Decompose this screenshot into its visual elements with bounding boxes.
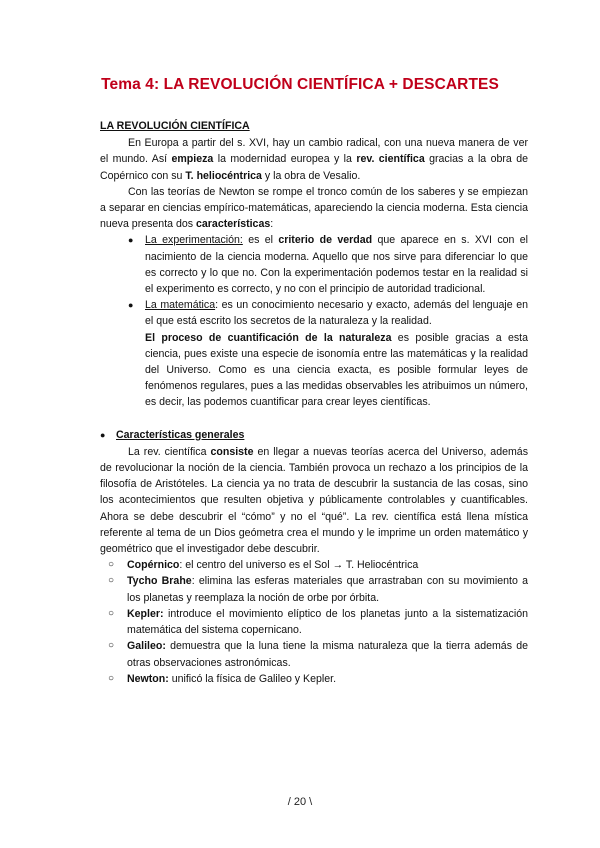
list-item-scientist <box>100 638 528 670</box>
list-item-scientist <box>100 573 528 605</box>
list-item-experimentacion <box>100 232 528 297</box>
text-run: introduce el movimiento elíptico de los planetas junto a la sistematización matemática del sistema copernicano. <box>127 607 528 637</box>
text-run: en llegar a nuevas teorías acerca del Universo, además de revolucionar la noción de la ciencia. También provoca un rechazo a los principios de la filosofía de Aristóteles. La ciencia ya no trata de descubrir la sustancia de las cosas, sino los acontecimientos que resulten objetiva y públicamente controlables y cuantificables. Ahora se debe descubrir el “cómo” y no el “qué”. La rev. científica está llena mística referente al tema de un Dios geómetra crea el mundo y le imprime un orden matemático y geométrico que el investigador debe descubrir. <box>100 445 528 556</box>
text-run: y la obra de Vesalio. <box>261 169 361 182</box>
page-title: Tema 4: LA REVOLUCIÓN CIENTÍFICA + DESCARTES <box>101 76 499 93</box>
bold-run: empieza <box>171 153 214 166</box>
text-run: unificó la física de Galileo y Kepler. <box>168 672 337 685</box>
text-run: La rev. científica <box>128 445 211 458</box>
page-number: / 20 \ <box>287 796 313 808</box>
scientist-name: Kepler: <box>127 607 164 620</box>
text-run: En Europa a partir del s. XVI, hay un cambio radical, con una nueva manera de ver el mundo. Así <box>100 137 528 166</box>
text-run: gracias a la obra de Copérnico con su <box>100 153 528 182</box>
bold-run: El proceso de cuantificación de la naturaleza <box>145 331 392 344</box>
text-run: : <box>270 218 274 231</box>
document-body <box>100 118 528 687</box>
bold-run: consiste <box>210 445 254 458</box>
paragraph-general <box>100 444 528 557</box>
text-run: es el <box>242 234 279 247</box>
list-item-scientist <box>100 671 528 687</box>
text-run: : el centro del universo es el Sol → T. Heliocéntrica <box>179 559 419 572</box>
scientist-name: Newton: <box>127 672 169 685</box>
section-heading-revolucion: LA REVOLUCIÓN CIENTÍFICA <box>100 120 250 132</box>
item-label: La matemática <box>145 299 216 312</box>
paragraph-intro <box>100 135 528 184</box>
text-run: es posible gracias a esta ciencia, pues existe una especie de isonomía entre las matemáticas y la realidad del Universo. Como es una ciencia exacta, es posible formular leyes de fenómenos regulares, pues a las medidas observables les atribuimos un número, es decir, las podemos cuantificar para crear leyes científicas. <box>145 331 528 409</box>
text-run: que aparece en s. XVI con el nacimiento de la ciencia moderna. Aquello que nos sirve para diferenciar lo que es correcto y lo que no. Con la experimentación podemos testar en la realidad si el experimento es correcto, y no con el principio de autoridad tradicional. <box>145 234 528 296</box>
list-item-matematica <box>100 297 528 410</box>
characteristics-list <box>100 232 528 410</box>
list-item-scientist <box>100 557 528 573</box>
text-run: la modernidad europea y la <box>213 153 357 166</box>
section-heading-caracteristicas: ● Características generales <box>100 427 528 443</box>
list-item-scientist <box>100 606 528 638</box>
bold-run: criterio de verdad <box>278 234 373 247</box>
text-run: Con las teorías de Newton se rompe el tronco común de los saberes y se empiezan a separar en ciencias empírico-matemáticas, apareciendo la ciencia moderna. Esta ciencia nueva presenta dos <box>100 185 528 231</box>
scientist-name: Copérnico <box>127 559 180 572</box>
scientist-name: Galileo: <box>127 640 166 653</box>
item-label: La experimentación: <box>145 234 243 247</box>
bold-run: características <box>196 218 271 231</box>
paragraph-newton <box>100 184 528 233</box>
text-run: : elimina las esferas materiales que arrastraban con su movimiento a los planetas y reemplaza la noción de orbe por órbita. <box>127 575 528 604</box>
scientists-list <box>100 557 528 687</box>
text-run: demuestra que la luna tiene la misma naturaleza que la tierra además de otras observaciones astronómicas. <box>127 640 528 669</box>
text-run: : es un conocimiento necesario y exacto, además del lenguaje en el que está escrito los secretos de la naturaleza y la realidad. <box>145 299 528 328</box>
bold-run: T. heliocéntrica <box>185 169 262 182</box>
bold-run: rev. científica <box>356 153 425 166</box>
scientist-name: Tycho Brahe <box>127 575 192 588</box>
